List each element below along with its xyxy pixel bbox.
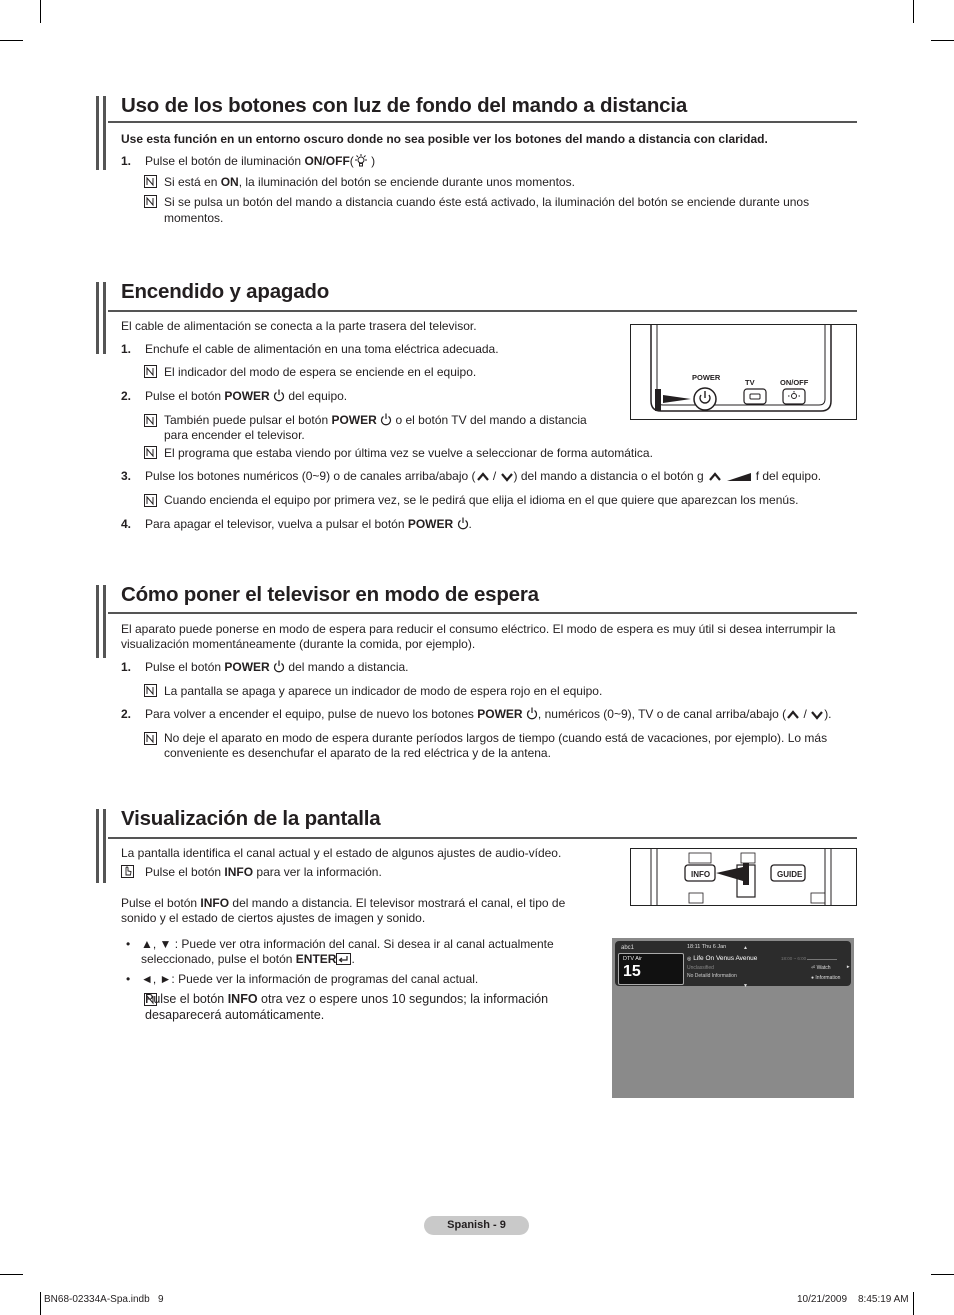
info-banner bbox=[615, 941, 851, 989]
step-number: 1. bbox=[121, 342, 132, 356]
display-tip: Pulse el botón INFO para ver la información. bbox=[145, 865, 382, 879]
standby-step2-note-line1: No deje el aparato en modo de espera durante períodos largos de tiempo (cuando está de vacaciones, por ejemplo). Lo más bbox=[164, 731, 828, 745]
section-bar bbox=[103, 96, 106, 170]
step-number: 3. bbox=[121, 469, 132, 483]
arrow-up-icon[interactable]: ▲ bbox=[743, 945, 748, 951]
standby-step2-note-line2: conveniente es desenchufar el aparato de la red eléctrica y de la antena. bbox=[164, 746, 551, 760]
remote-label-power: POWER bbox=[692, 373, 721, 382]
backlight-step1: Pulse el botón de iluminación ON/OFF( ) bbox=[145, 154, 376, 168]
power-step2-note1: También puede pulsar el botón POWER o el botón TV del mando a distancia bbox=[164, 413, 587, 427]
watch-option[interactable]: ⏎ Watch bbox=[811, 965, 831, 971]
remote-label-onoff: ON/OFF bbox=[780, 378, 809, 387]
section-bar bbox=[96, 282, 99, 354]
power-step4: Para apagar el televisor, vuelva a pulsar el botón POWER . bbox=[145, 517, 472, 531]
arrow-right-icon[interactable]: ► bbox=[846, 964, 851, 969]
power-icon bbox=[380, 413, 392, 426]
note-icon bbox=[144, 446, 157, 459]
section-rule bbox=[108, 121, 857, 123]
power-icon bbox=[457, 517, 469, 530]
rating: Unclassified bbox=[687, 965, 714, 971]
footer-time: 8:45:19 AM bbox=[858, 1294, 909, 1305]
display-para-line1: Pulse el botón INFO del mando a distancia. El televisor mostrará el canal, el tipo de bbox=[121, 896, 566, 910]
section-bar bbox=[103, 282, 106, 354]
remote-info-illustration bbox=[630, 848, 857, 906]
backlight-note2-line2: momentos. bbox=[164, 211, 224, 225]
backlight-intro: Use esta función en un entorno oscuro donde no sea posible ver los botones del mando a distancia con claridad. bbox=[121, 132, 768, 146]
section-rule bbox=[108, 837, 857, 839]
arrow-down-icon[interactable]: ▼ bbox=[743, 983, 748, 989]
enter-icon: ⏎ bbox=[811, 965, 816, 971]
section-bar bbox=[96, 585, 99, 658]
pointer-bar bbox=[743, 863, 749, 885]
note-icon bbox=[144, 732, 157, 745]
detail: No Detaild Information bbox=[687, 973, 737, 979]
section-bar bbox=[103, 585, 106, 658]
power-icon bbox=[526, 707, 538, 720]
standby-step1-note: La pantalla se apaga y aparece un indicador de modo de espera rojo en el equipo. bbox=[164, 684, 603, 698]
display-note-line2: desaparecerá automáticamente. bbox=[145, 1008, 325, 1022]
chevron-up-icon bbox=[476, 471, 490, 482]
display-intro: La pantalla identifica el canal actual y el estado de algunos ajustes de audio-vídeo. bbox=[121, 846, 562, 860]
power-step1-note: El indicador del modo de espera se enciende en el equipo. bbox=[164, 365, 477, 379]
channel-box bbox=[618, 953, 684, 985]
power-step3-note: Cuando encienda el equipo por primera vez, se le pedirá que elija el idioma en el que quiere que aparezcan los menús. bbox=[164, 493, 799, 507]
footer-date: 10/21/2009 bbox=[797, 1294, 848, 1305]
display-para-line2: sonido y el estado de ciertos ajustes de imagen y sonido. bbox=[121, 911, 426, 925]
step-number: 1. bbox=[121, 660, 132, 674]
section-title-backlight: Uso de los botones con luz de fondo del mando a distancia bbox=[121, 94, 688, 117]
power-step2: Pulse el botón POWER del equipo. bbox=[145, 389, 348, 403]
remote-label-tv: TV bbox=[745, 378, 755, 387]
step-number: 2. bbox=[121, 707, 132, 721]
step-number: 4. bbox=[121, 517, 132, 531]
chevron-up-icon bbox=[707, 471, 723, 482]
remote-tv-button bbox=[744, 389, 766, 404]
section-title-power: Encendido y apagado bbox=[121, 280, 330, 303]
tv-info-screen bbox=[612, 938, 854, 1098]
footer-file: BN68-02334A-Spa.indb 9 bbox=[44, 1294, 164, 1305]
power-intro: El cable de alimentación se conecta a la parte trasera del televisor. bbox=[121, 319, 477, 333]
display-note-line1: Pulse el botón INFO otra vez o espere unos 10 segundos; la información bbox=[145, 992, 549, 1006]
remote-drawing bbox=[631, 849, 856, 905]
chevron-up-icon bbox=[786, 709, 800, 720]
page-number-badge: Spanish - 9 bbox=[424, 1216, 529, 1235]
note-icon bbox=[144, 414, 157, 427]
datetime: 18:11 Thu 6 Jan bbox=[687, 944, 727, 950]
note-icon bbox=[144, 494, 157, 507]
pointer-bar bbox=[655, 389, 661, 411]
bullet: • bbox=[126, 972, 131, 986]
chevron-down-icon bbox=[810, 709, 824, 720]
section-bar bbox=[96, 96, 99, 170]
pointer-arrow-icon bbox=[716, 867, 743, 881]
power-step3: Pulse los botones numéricos (0~9) o de canales arriba/abajo ( / ) del mando a distancia o el botón g f del equipo. bbox=[145, 469, 822, 483]
power-step2-note1-line2: para encender el televisor. bbox=[164, 428, 305, 442]
information-option[interactable]: ● Information bbox=[811, 975, 841, 981]
power-step1: Enchufe el cable de alimentación en una toma eléctrica adecuada. bbox=[145, 342, 499, 356]
power-step2-note2: El programa que estaba viendo por última vez se vuelve a seleccionar de forma automática. bbox=[164, 446, 653, 460]
program-icon: ◎ bbox=[687, 956, 692, 962]
pointer-arrow-icon bbox=[663, 395, 691, 403]
progress-bar bbox=[807, 959, 837, 960]
section-bar bbox=[103, 809, 106, 883]
standby-intro-line1: El aparato puede ponerse en modo de espera para reducir el consumo eléctrico. El modo de espera es muy útil si desea interrumpir la bbox=[121, 622, 836, 636]
remote-info-label: INFO bbox=[691, 870, 711, 879]
note-icon bbox=[144, 684, 157, 697]
section-bar bbox=[96, 809, 99, 883]
step-number: 1. bbox=[121, 154, 132, 168]
display-bullet1-line1: ▲, ▼ : Puede ver otra información del canal. Si desea ir al canal actualmente bbox=[141, 937, 554, 951]
standby-intro-line2: visualización momentáneamente (durante la comida, por ejemplo). bbox=[121, 637, 476, 651]
power-icon bbox=[273, 660, 285, 673]
time-range: 18:00 ~ 6:00 bbox=[781, 956, 807, 961]
remote-guide-label: GUIDE bbox=[777, 870, 803, 879]
enter-icon bbox=[336, 953, 351, 965]
note-icon bbox=[144, 175, 157, 188]
remote-power-illustration bbox=[630, 324, 857, 420]
standby-step2: Para volver a encender el equipo, pulse de nuevo los botones POWER , numéricos (0~9), TV o de canal arriba/abajo ( / ). bbox=[145, 707, 832, 721]
volume-ramp-icon bbox=[726, 471, 752, 482]
section-title-display: Visualización de la pantalla bbox=[121, 807, 381, 830]
tip-hand-icon bbox=[121, 865, 134, 878]
note-icon bbox=[144, 195, 157, 208]
step-number: 2. bbox=[121, 389, 132, 403]
program-title: ◎ Life On Venus Avenue bbox=[687, 955, 758, 962]
backlight-note2-line1: Si se pulsa un botón del mando a distancia cuando éste está activado, la iluminación del botón se enciende durante unos bbox=[164, 195, 810, 209]
source-label: DTV Air bbox=[623, 956, 642, 962]
light-bulb-icon bbox=[354, 154, 368, 167]
power-icon bbox=[273, 389, 285, 402]
display-bullet2: ◄, ►: Puede ver la información de programas del canal actual. bbox=[141, 972, 479, 986]
chevron-down-icon bbox=[500, 471, 514, 482]
display-bullet1-line2: seleccionado, pulse el botón ENTER . bbox=[141, 952, 355, 966]
standby-step1: Pulse el botón POWER del mando a distancia. bbox=[145, 660, 409, 674]
channel-name: abc1 bbox=[621, 945, 635, 951]
section-rule bbox=[108, 310, 857, 312]
channel-number: 15 bbox=[623, 963, 641, 980]
info-dot-icon: ● bbox=[811, 975, 815, 981]
remote-drawing bbox=[631, 325, 856, 419]
section-title-standby: Cómo poner el televisor en modo de espera bbox=[121, 583, 539, 606]
bullet: • bbox=[126, 937, 131, 951]
backlight-note1: Si está en ON, la iluminación del botón se enciende durante unos momentos. bbox=[164, 175, 575, 189]
note-icon bbox=[144, 365, 157, 378]
section-rule bbox=[108, 612, 857, 614]
